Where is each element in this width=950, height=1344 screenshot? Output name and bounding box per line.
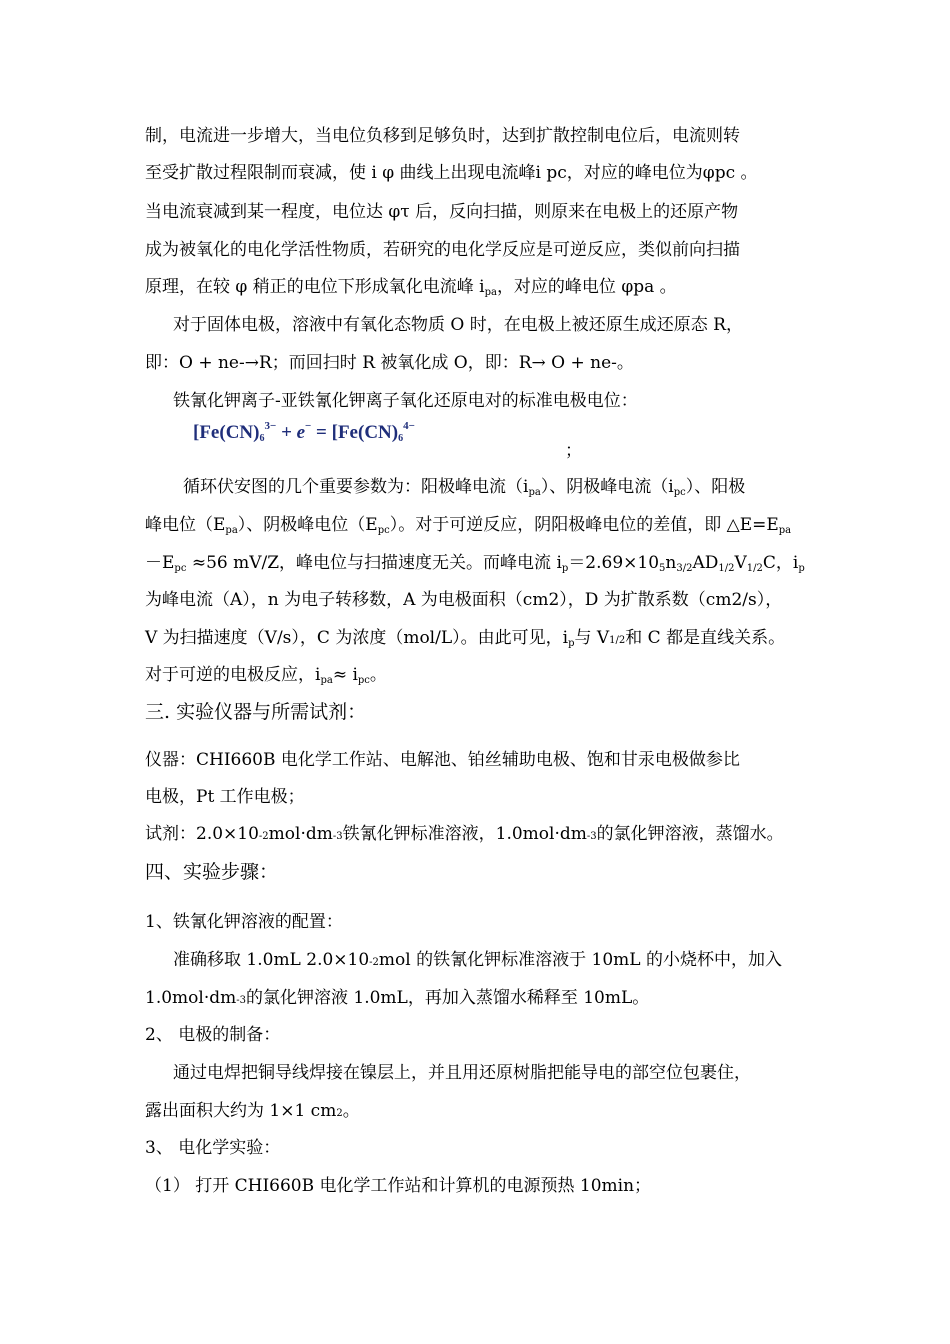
equation-sup: 3− bbox=[264, 420, 277, 432]
text-run: mol 的铁氰化钾标准溶液于 10mL 的小烧杯中，加入 bbox=[378, 950, 782, 970]
paragraph-line: 至受扩散过程限制而衰减，使 i φ 曲线上出现电流峰i pc，对应的峰电位为φpc 。 bbox=[145, 163, 758, 183]
step-item: （1） 打开 CHI660B 电化学工作站和计算机的电源预热 10min； bbox=[145, 1176, 652, 1196]
superscript: -2 bbox=[369, 957, 379, 968]
text-run: 准确移取 1.0mL 2.0×10 bbox=[173, 950, 370, 970]
step-heading: 3、 电化学实验： bbox=[145, 1138, 281, 1158]
subscript: pc bbox=[377, 525, 390, 536]
text-run: 循环伏安图的几个重要参数为：阳极峰电流（i bbox=[183, 477, 529, 497]
subscript: pa bbox=[484, 287, 497, 298]
paragraph-line bbox=[145, 510, 791, 536]
subscript: pc bbox=[174, 563, 187, 574]
subscript: pa bbox=[320, 675, 333, 686]
paragraph-line: 当电流衰减到某一程度，电位达 φτ 后，反向扫描，则原来在电极上的还原产物 bbox=[145, 202, 739, 222]
paragraph-line: 电极，Pt 工作电极； bbox=[145, 787, 305, 807]
equation-part: = [Fe(CN) bbox=[311, 422, 399, 443]
text-run: ，对应的峰电位 φpa 。 bbox=[496, 277, 677, 297]
text-run: 1.0mol·dm bbox=[145, 988, 237, 1008]
subscript: 5 bbox=[659, 563, 666, 574]
equation-sup: 4− bbox=[403, 420, 415, 432]
superscript: -3 bbox=[586, 831, 597, 842]
step-heading: 1、铁氰化钾溶液的配置： bbox=[145, 912, 343, 932]
text-run: 和 C 都是直线关系。 bbox=[625, 628, 786, 648]
text-run: V 为扫描速度（V/s），C 为浓度（mol/L）。由此可见，i bbox=[145, 628, 569, 648]
paragraph-line: 成为被氧化的电化学活性物质，若研究的电化学反应是可逆反应，类似前向扫描 bbox=[145, 240, 740, 260]
paragraph-line: 通过电焊把铜导线焊接在镍层上，并且用还原树脂把能导电的部空位包裹住， bbox=[173, 1063, 751, 1083]
paragraph-line: 仪器：CHI660B 电化学工作站、电解池、铂丝辅助电极、饱和甘汞电极做参比 bbox=[145, 750, 740, 770]
text-run: 露出面积大约为 1×1 cm bbox=[145, 1101, 337, 1121]
text-run: 铁氰化钾标准溶液，1.0mol·dm bbox=[342, 824, 587, 844]
paragraph-line: 为峰电流（A），n 为电子转移数，A 为电极面积（cm2），D 为扩散系数（cm2/s）， bbox=[145, 590, 783, 610]
paragraph-line: 制，电流进一步增大，当电位负移到足够负时，达到扩散控制电位后，电流则转 bbox=[145, 126, 740, 146]
text-run: 的氯化钾溶液 1.0mL，再加入蒸馏水稀释至 10mL。 bbox=[245, 988, 650, 1008]
subscript: p bbox=[568, 638, 575, 649]
text-run: ）、阳极 bbox=[685, 477, 746, 497]
text-run: V bbox=[734, 553, 747, 573]
text-run: 对于可逆的电极反应，i bbox=[145, 665, 321, 685]
paragraph-line bbox=[145, 623, 785, 649]
equation-sub: 6 bbox=[398, 433, 404, 444]
paragraph-line bbox=[145, 660, 387, 686]
equation-semicolon: ； bbox=[565, 441, 582, 460]
subscript: pc bbox=[357, 675, 370, 686]
superscript: 1/2 bbox=[609, 635, 626, 646]
subscript: p bbox=[798, 563, 805, 574]
text-run: 。 bbox=[342, 1101, 360, 1121]
text-run: ≈56 mV/Z，峰电位与扫描速度无关。而峰电流 i bbox=[186, 553, 562, 573]
paragraph-line bbox=[145, 983, 649, 1008]
text-run: n bbox=[665, 553, 677, 573]
text-run: 试剂：2.0×10 bbox=[145, 824, 259, 844]
text-run: mol·dm bbox=[268, 824, 333, 844]
section-heading: 三. 实验仪器与所需试剂： bbox=[145, 701, 367, 723]
paragraph-line: 铁氰化钾离子-亚铁氰化钾离子氧化还原电对的标准电极电位： bbox=[173, 391, 638, 411]
subscript: pa bbox=[528, 487, 541, 498]
text-run: 的氯化钾溶液，蒸馏水。 bbox=[596, 824, 784, 844]
paragraph-line: 即：O + ne-→R；而回扫时 R 被氧化成 O，即：R→ O + ne-。 bbox=[145, 353, 634, 373]
text-run: －E bbox=[145, 553, 175, 573]
paragraph-line: 对于固体电极，溶液中有氧化态物质 O 时，在电极上被还原生成还原态 R， bbox=[173, 315, 743, 335]
equation-part: [Fe(CN) bbox=[193, 422, 260, 443]
section-heading: 四、实验步骤： bbox=[145, 861, 279, 883]
equation-part: + e bbox=[276, 422, 306, 443]
text-run: ）、阴极峰电位（E bbox=[237, 515, 378, 535]
paragraph-line bbox=[145, 819, 784, 844]
superscript: -2 bbox=[258, 831, 269, 842]
text-run: AD bbox=[692, 553, 719, 573]
paragraph-line bbox=[183, 472, 745, 498]
paragraph-line bbox=[145, 548, 805, 574]
text-run: ≈ i bbox=[332, 665, 358, 685]
superscript: -3 bbox=[332, 831, 343, 842]
subscript: p bbox=[561, 563, 569, 574]
text-run: C，i bbox=[762, 553, 799, 573]
paragraph-line bbox=[173, 945, 782, 970]
text-run: ）。对于可逆反应，阴阳极峰电位的差值，即 △E=E bbox=[389, 515, 779, 535]
superscript: -3 bbox=[236, 995, 246, 1006]
paragraph-line bbox=[145, 1096, 360, 1121]
subscript: pc bbox=[673, 487, 686, 498]
subscript: pa bbox=[778, 525, 792, 536]
text-run: 原理，在较 φ 稍正的电位下形成氧化电流峰 i bbox=[145, 277, 485, 297]
paragraph-line bbox=[145, 272, 677, 298]
equation-sub: 6 bbox=[259, 433, 265, 444]
text-run: 与 V bbox=[574, 628, 610, 648]
subscript: pa bbox=[225, 525, 238, 536]
superscript: 2 bbox=[336, 1108, 343, 1119]
text-run: ＝2.69×10 bbox=[568, 553, 660, 573]
redox-equation bbox=[193, 420, 582, 460]
step-heading: 2、 电极的制备： bbox=[145, 1025, 281, 1045]
subscript: 1/2 bbox=[718, 563, 735, 574]
text-run: 。 bbox=[369, 665, 387, 685]
text-run: ）、阴极峰电流（i bbox=[540, 477, 674, 497]
subscript: 3/2 bbox=[676, 563, 693, 574]
equation-sup: − bbox=[305, 420, 312, 432]
text-run: 峰电位（E bbox=[145, 515, 226, 535]
subscript: 1/2 bbox=[746, 563, 763, 574]
